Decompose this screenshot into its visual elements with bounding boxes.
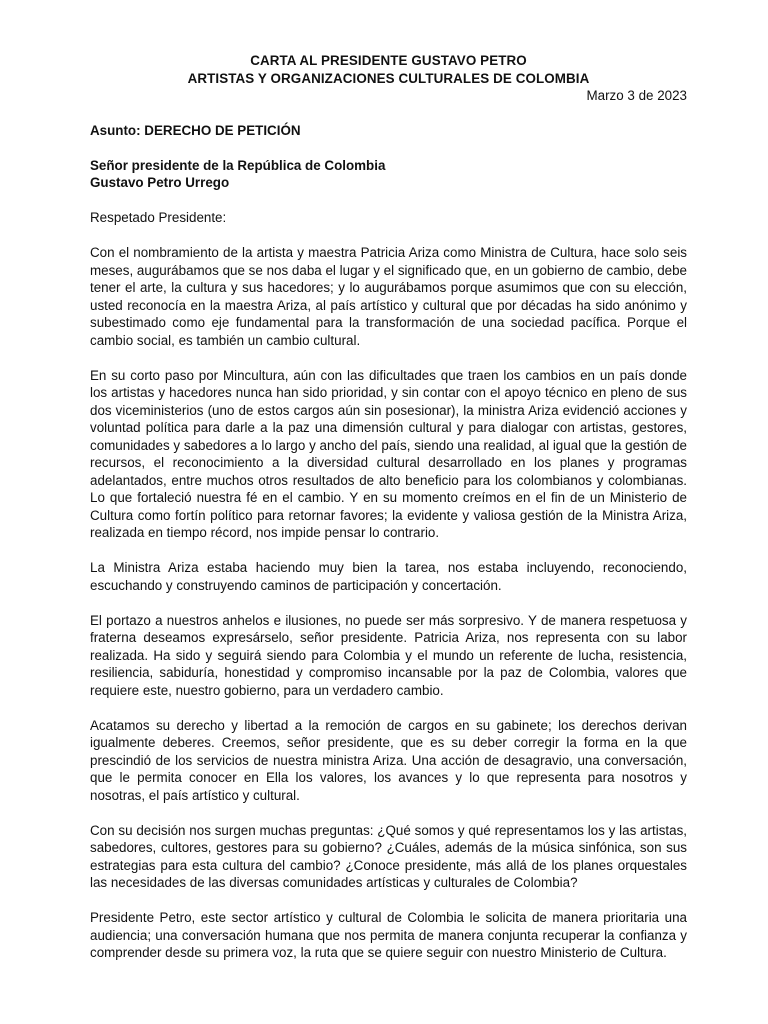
letter-subject: Asunto: DERECHO DE PETICIÓN — [90, 122, 301, 138]
letter-page — [90, 52, 687, 962]
recipient-name: Gustavo Petro Urrego — [90, 175, 230, 190]
letter-title-line-1: CARTA AL PRESIDENTE GUSTAVO PETRO — [250, 53, 527, 68]
body-paragraph-3: La Ministra Ariza estaba haciendo muy bien la tarea, nos estaba incluyendo, reconociendo, escuchando y construyendo caminos de participación y concertación. — [90, 560, 687, 593]
recipient-title: Señor presidente de la República de Colombia — [90, 157, 386, 173]
letter-title-line-2: ARTISTAS Y ORGANIZACIONES CULTURALES DE COLOMBIA — [187, 70, 590, 86]
body-paragraph-2: En su corto paso por Mincultura, aún con las dificultades que traen los cambios en un país donde los artistas y hacedores nunca han sido prioridad, y sin contar con el apoyo técnico en pleno de sus dos viceministerios (uno de estos cargos aún sin posesionar), la ministra Ariza evidenció acciones y voluntad política para darle a la paz una dimensión cultural y para dialogar con artistas, gestores, comunidades y sabedores a lo largo y ancho del país, siendo una realidad, al igual que la gestión de recursos, el reconocimiento a la diversidad cultural desarrollado en los planes y programas adelantados, entre muchos otros resultados de alto beneficio para los colombianos y colombianas. Lo que fortaleció nuestra fé en el cambio. Y en su momento creímos en el fin de un Ministerio de Cultura como fortín político para retornar favores; la evidente y valiosa gestión de la Ministra Ariza, realizada en tiempo récord, nos impide pensar lo contrario. — [90, 367, 687, 540]
letter-date: Marzo 3 de 2023 — [586, 88, 687, 103]
body-paragraph-1: Con el nombramiento de la artista y maestra Patricia Ariza como Ministra de Cultura, hace solo seis meses, augurábamos que se nos daba el lugar y el significado que, en un gobierno de cambio, debe tener el arte, la cultura y sus hacedores; y lo augurábamos porque asumimos que con su elección, usted reconocía en la maestra Ariza, al país artístico y cultural que por décadas ha sido anónimo y subestimado como eje fundamental para la transformación de una sociedad pacífica. Porque el cambio social, es también un cambio cultural. — [90, 245, 687, 348]
body-paragraph-7: Presidente Petro, este sector artístico y cultural de Colombia le solicita de manera prioritaria una audiencia; una conversación humana que nos permita de manera conjunta recuperar la confianza y comprender desde su primera voz, la ruta que se quiere seguir con nuestro Ministerio de Cultura. — [90, 910, 687, 960]
letter-salutation: Respetado Presidente: — [90, 210, 227, 225]
letter-body — [90, 244, 687, 962]
body-paragraph-5: Acatamos su derecho y libertad a la remoción de cargos en su gabinete; los derechos derivan igualmente deberes. Creemos, señor presidente, que es su deber corregir la forma en la que prescindió de los servicios de nuestra ministra Ariza. Una acción de desagravio, una conversación, que le permita conocer en Ella los valores, los avances y lo que representa para nosotros y nosotras, el país artístico y cultural. — [90, 717, 687, 803]
body-paragraph-6: Con su decisión nos surgen muchas preguntas: ¿Qué somos y qué representamos los y las artistas, sabedores, cultores, gestores para su gobierno? ¿Cuáles, además de la música sinfónica, son sus estrategias para esta cultura del cambio? ¿Conoce presidente, más allá de los planes orquestales las necesidades de las diversas comunidades artísticas y culturales de Colombia? — [90, 822, 687, 890]
body-paragraph-4: El portazo a nuestros anhelos e ilusiones, no puede ser más sorpresivo. Y de manera respetuosa y fraterna deseamos expresárselo, señor presidente. Patricia Ariza, nos representa con su labor realizada. Ha sido y seguirá siendo para Colombia y el mundo un referente de lucha, resistencia, resiliencia, sabiduría, honestidad y compromiso incansable por la paz de Colombia, valores que requiere este, nuestro gobierno, para un verdadero cambio. — [90, 612, 687, 698]
letter-recipient — [90, 157, 687, 192]
